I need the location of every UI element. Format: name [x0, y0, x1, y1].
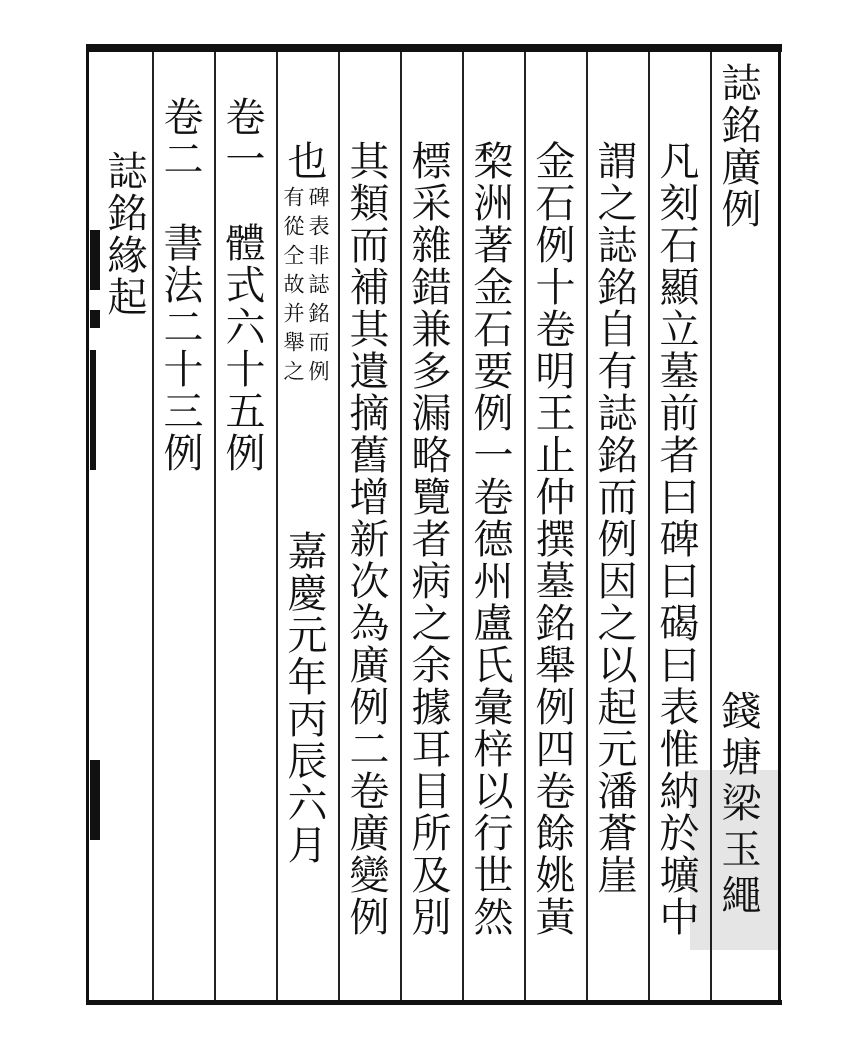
contents-volume-1: 卷一 體式六十五例	[219, 96, 265, 474]
column-rule	[586, 52, 588, 1000]
column-rule	[400, 52, 402, 1000]
contents-volume-2: 卷二 書法二十三例	[157, 96, 203, 474]
annotation-note-left: 有從仝故并舉之	[281, 186, 305, 389]
author-name: 錢塘梁玉繩	[715, 690, 761, 920]
page-title: 誌銘廣例	[715, 62, 761, 230]
column-rule	[462, 52, 464, 1000]
frame-bottom-border	[86, 1000, 782, 1005]
text-column-7-start: 也	[281, 140, 327, 182]
text-column-3: 金石例十卷明王止仲撰墓銘舉例四卷餘姚黃	[529, 140, 575, 938]
frame-top-border	[86, 44, 782, 52]
column-rule	[338, 52, 340, 1000]
column-rule	[524, 52, 526, 1000]
column-rule	[152, 52, 154, 1000]
section-heading: 誌銘緣起	[101, 150, 147, 318]
text-column-5: 標采雜錯兼多漏略覽者病之余據耳目所及別	[405, 140, 451, 938]
text-column-7-date: 嘉慶元年丙辰六月	[281, 530, 327, 866]
text-column-2: 謂之誌銘自有誌銘而例因之以起元潘蒼崖	[591, 140, 637, 896]
text-column-6: 其類而補其遺摘舊增新次為廣例二卷廣變例	[343, 140, 389, 938]
column-rule	[276, 52, 278, 1000]
column-rule	[648, 52, 650, 1000]
column-rule	[214, 52, 216, 1000]
text-column-4: 棃洲著金石要例一卷德州盧氏彙梓以行世然	[467, 140, 513, 938]
annotation-note-right: 碑表非誌銘而例	[306, 186, 330, 389]
binding-edge-marks	[88, 200, 102, 900]
text-column-1: 凡刻石顯立墓前者曰碑曰碣曰表惟納於壙中	[653, 140, 699, 938]
